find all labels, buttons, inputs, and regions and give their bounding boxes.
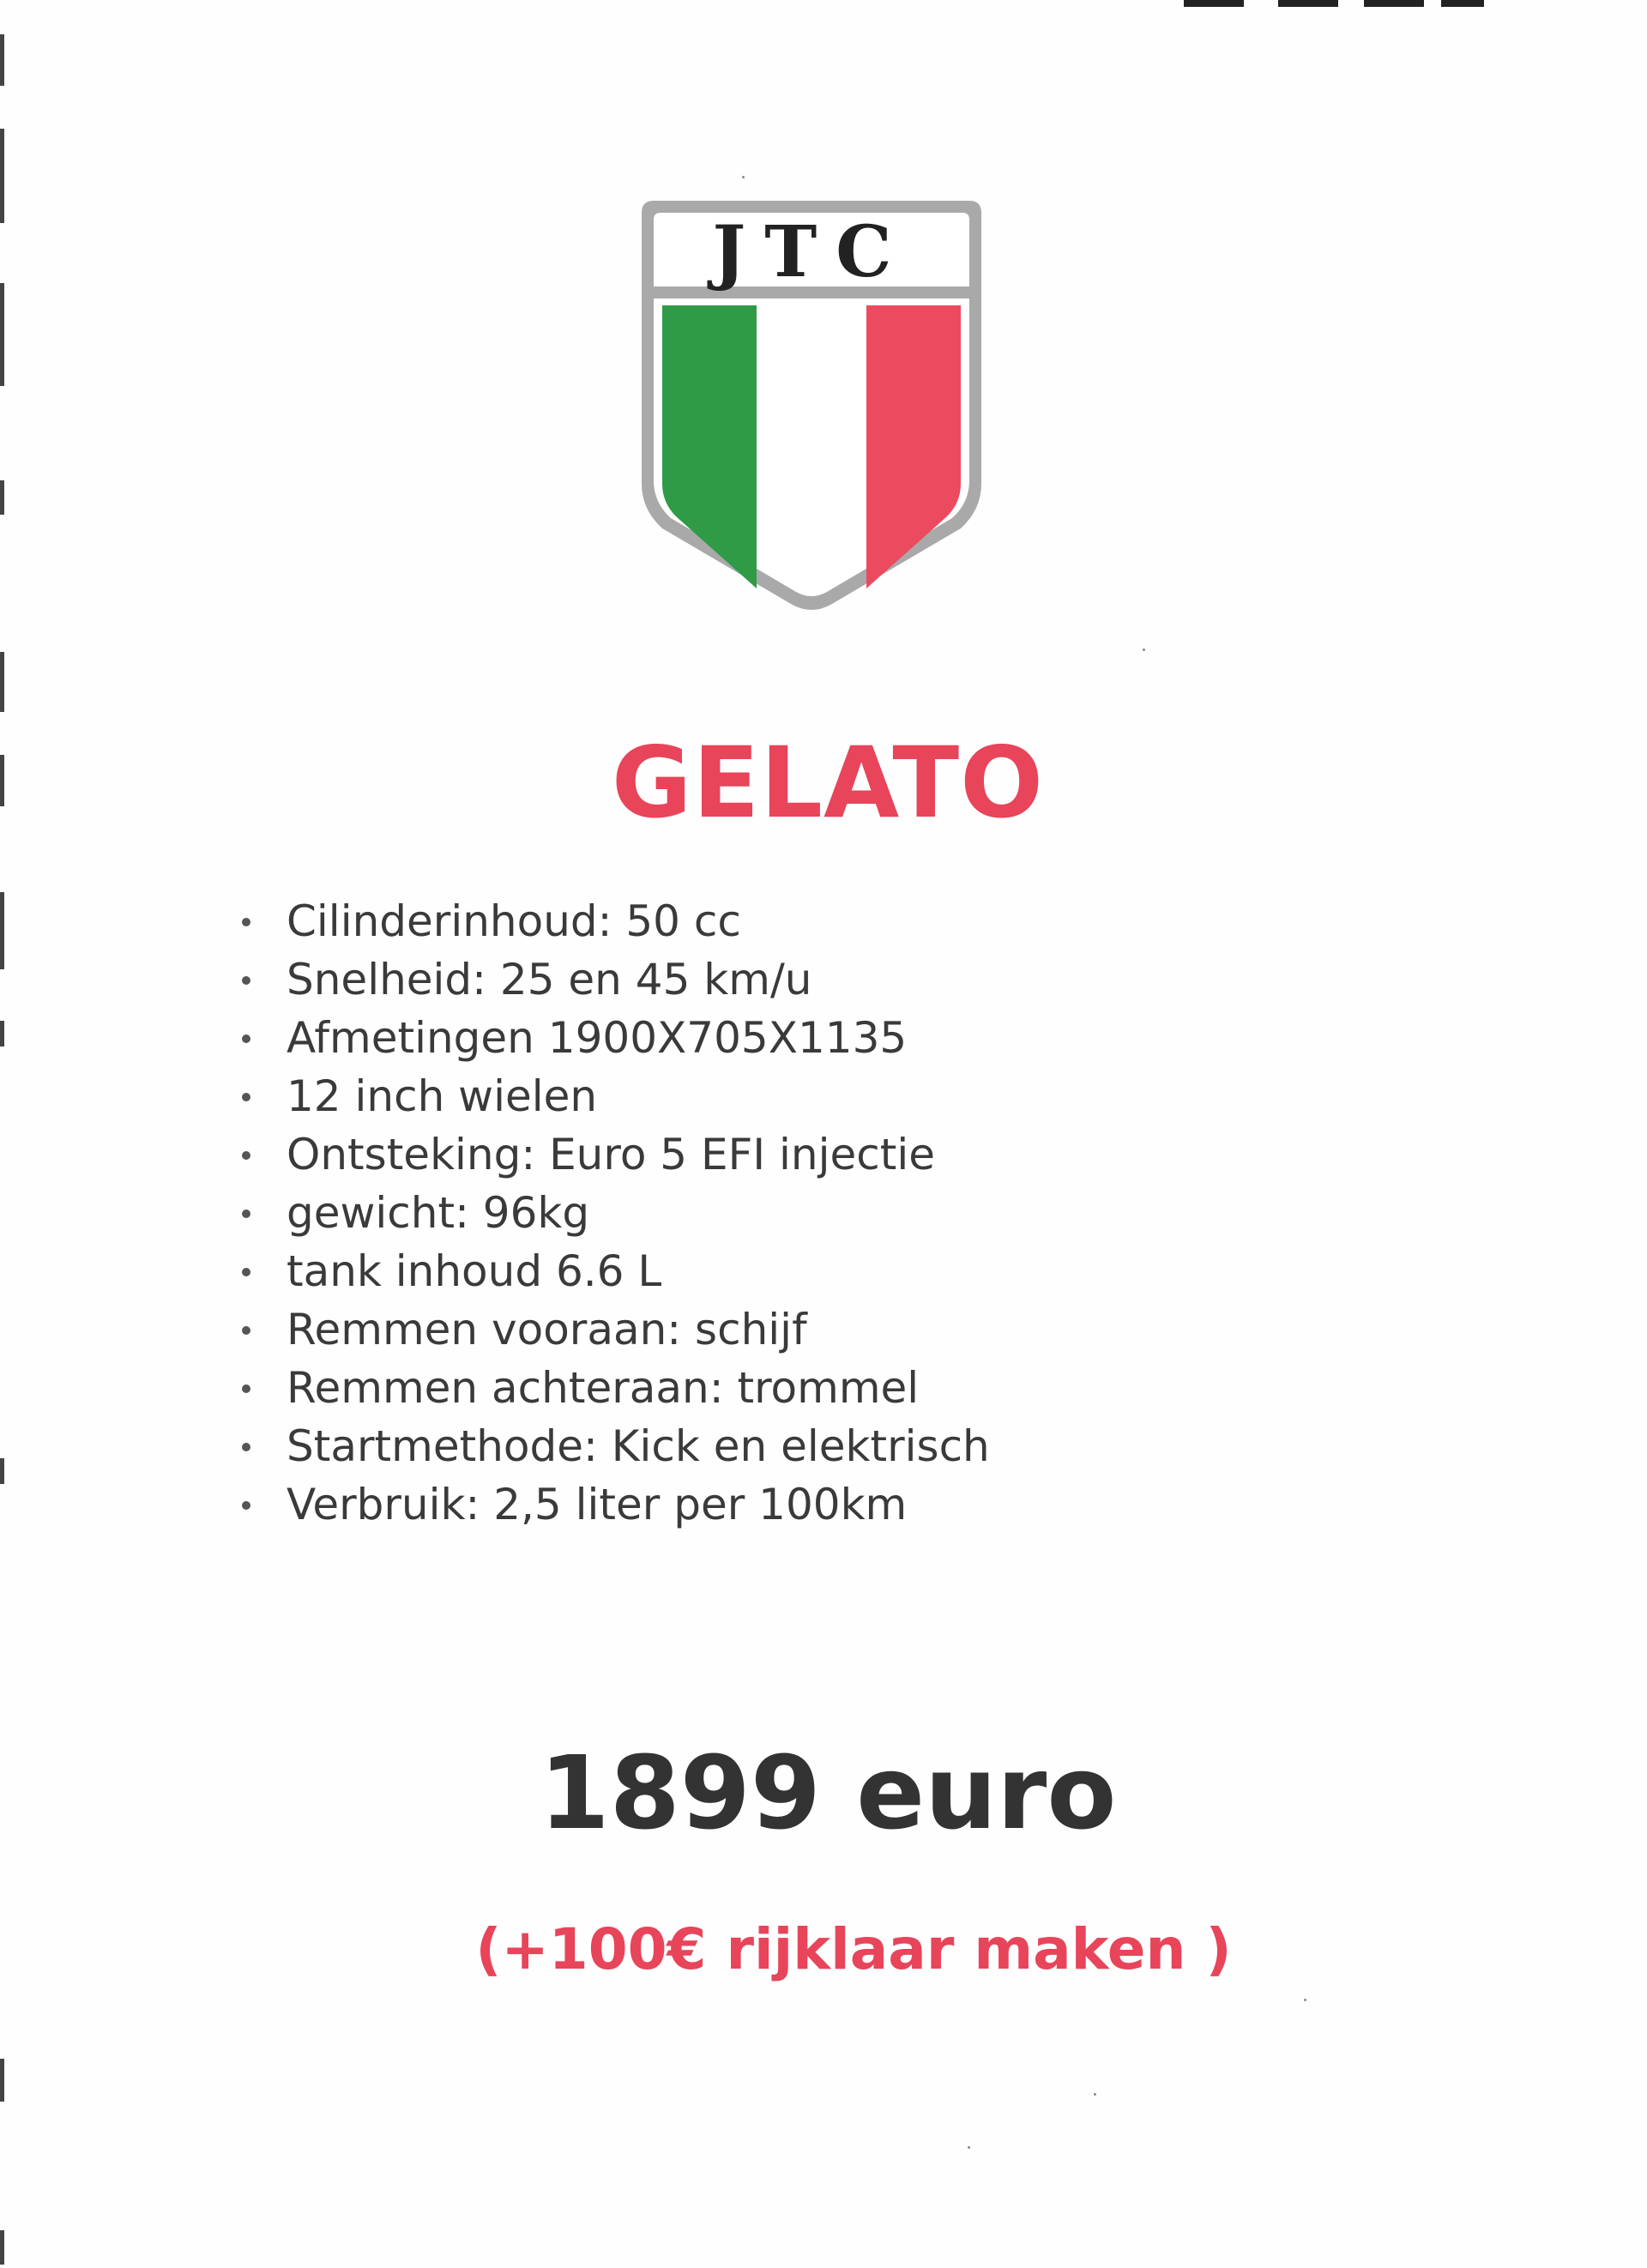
spec-text: Remmen vooraan: schijf — [287, 1305, 807, 1354]
spec-text: tank inhoud 6.6 L — [287, 1246, 662, 1296]
spec-item — [232, 1359, 990, 1417]
registration-note: (+100€ rijklaar maken ) — [475, 1916, 1232, 1982]
bullet-icon — [242, 1093, 250, 1101]
scan-speck — [1094, 2093, 1096, 2096]
bullet-icon — [242, 918, 250, 926]
bullet-icon — [242, 1209, 250, 1218]
bullet-icon — [242, 1326, 250, 1335]
shield-icon — [642, 201, 981, 614]
spec-text: gewicht: 96kg — [287, 1188, 590, 1238]
spec-item — [232, 1184, 990, 1242]
spec-list — [232, 892, 990, 1534]
bullet-icon — [242, 1443, 250, 1451]
scan-speck — [1143, 648, 1145, 651]
spec-item — [232, 1067, 990, 1125]
scan-top-mark — [1184, 0, 1493, 10]
spec-text: Cilinderinhoud: 50 cc — [287, 896, 741, 946]
spec-text: Verbruik: 2,5 liter per 100km — [287, 1480, 908, 1529]
spec-text: Snelheid: 25 en 45 km/u — [287, 955, 812, 1004]
svg-text:JTC: JTC — [712, 211, 911, 293]
spec-item — [232, 950, 990, 1009]
bullet-icon — [242, 1151, 250, 1160]
spec-item — [232, 1009, 990, 1067]
spec-text: Afmetingen 1900X705X1135 — [287, 1013, 908, 1063]
spec-item — [232, 1417, 990, 1475]
spec-item — [232, 1125, 990, 1184]
spec-text: 12 inch wielen — [287, 1071, 598, 1121]
bullet-icon — [242, 976, 250, 985]
spec-item — [232, 892, 990, 950]
jtc-shield-logo — [642, 201, 981, 614]
spec-item — [232, 1300, 990, 1359]
scan-speck — [968, 2146, 970, 2149]
spec-text: Ontsteking: Euro 5 EFI injectie — [287, 1130, 935, 1179]
spec-text: Startmethode: Kick en elektrisch — [287, 1421, 990, 1471]
scan-speck — [1304, 1999, 1306, 2001]
scan-speck — [742, 176, 745, 178]
spec-item — [232, 1475, 990, 1534]
spec-item — [232, 1242, 990, 1300]
price-amount: 1899 euro — [539, 1734, 1117, 1852]
bullet-icon — [242, 1501, 250, 1510]
bullet-icon — [242, 1384, 250, 1393]
bullet-icon — [242, 1268, 250, 1276]
product-title: GELATO — [611, 726, 1045, 840]
spec-text: Remmen achteraan: trommel — [287, 1363, 920, 1413]
bullet-icon — [242, 1034, 250, 1043]
